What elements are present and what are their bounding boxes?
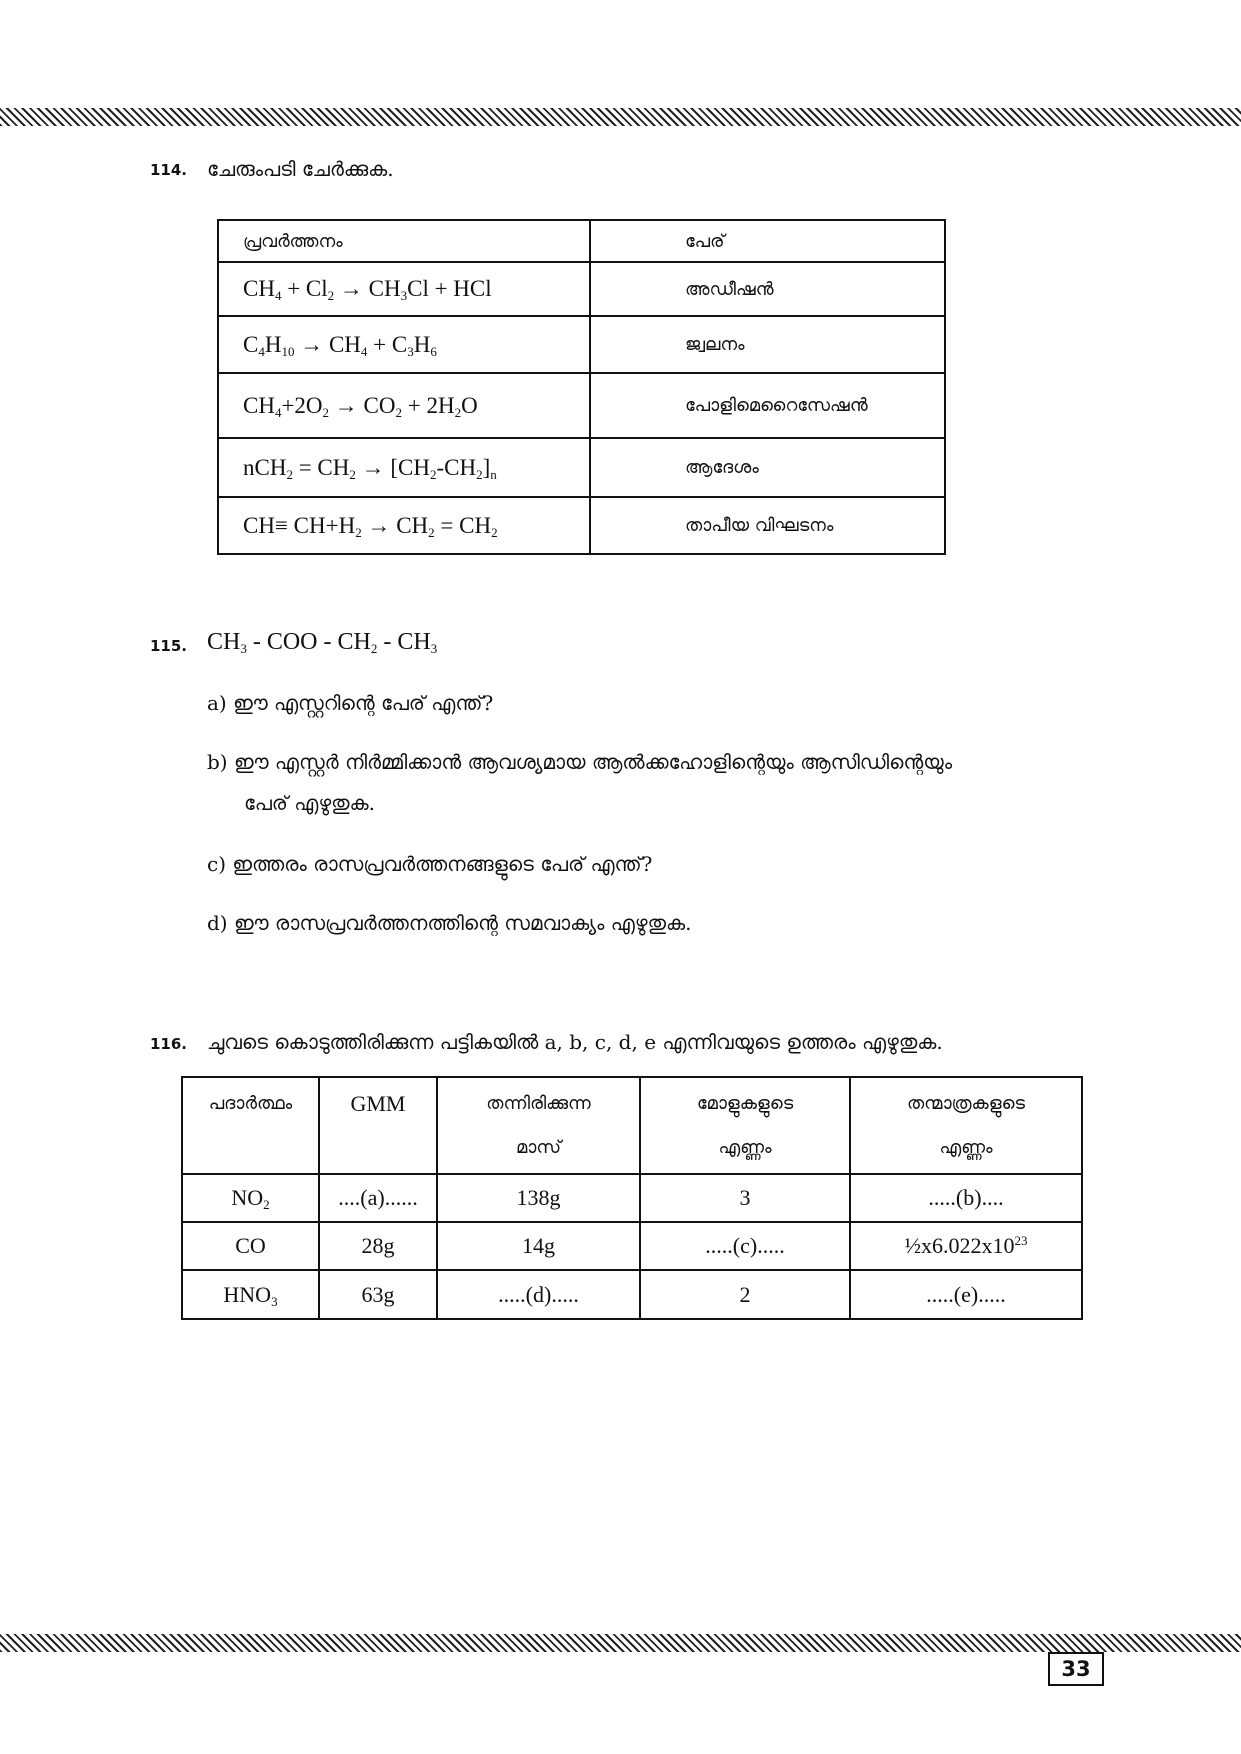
reaction-cell: $C_4H_{10} \to CH_4 + C_3H_6$ bbox=[218, 316, 590, 373]
table-row bbox=[218, 262, 945, 316]
gmm-cell: 28g bbox=[319, 1222, 437, 1270]
name-cell: ആദേശം bbox=[590, 438, 945, 497]
question-115-d: d) ഈ രാസപ്രവർത്തനത്തിന്റെ സമവാക്യം എഴുതുക. bbox=[207, 911, 692, 935]
reaction-cell: $CH\equiv CH+H_2 \to CH_2 = CH_2$ bbox=[218, 497, 590, 554]
header-given-mass: തന്നിരിക്കുന്ന മാസ് bbox=[437, 1077, 640, 1174]
table-row bbox=[182, 1270, 1082, 1319]
reaction-cell: $CH_4 + Cl_2 \to CH_3Cl$ + HCl bbox=[218, 262, 590, 316]
gmm-cell: ....(a)...... bbox=[319, 1174, 437, 1222]
name-cell: താപീയ വിഘടനം bbox=[590, 497, 945, 554]
question-115-a: a) ഈ എസ്റ്ററിന്റെ പേര് എന്ത്? bbox=[207, 691, 494, 715]
molecules-cell: $\frac{1}{2}x6.022x10^{23}$ bbox=[850, 1222, 1082, 1270]
reaction-cell: $CH_4+2O_2 \to CO_2 + 2H_2O$ bbox=[218, 373, 590, 438]
header-substance: പദാർത്ഥം bbox=[182, 1077, 319, 1174]
page-number: 33 bbox=[1048, 1652, 1104, 1686]
match-table-header bbox=[218, 220, 945, 262]
substance-cell: $HNO_3$ bbox=[182, 1270, 319, 1319]
moles-cell: .....(c)..... bbox=[640, 1222, 850, 1270]
mass-cell: .....(d)..... bbox=[437, 1270, 640, 1319]
molecules-cell: .....(b).... bbox=[850, 1174, 1082, 1222]
moles-cell: 2 bbox=[640, 1270, 850, 1319]
question-116-number: 116. bbox=[150, 1035, 188, 1053]
question-115-b-line1: b) ഈ എസ്റ്റർ നിർമ്മിക്കാൻ ആവശ്യമായ ആൽക്കഹോളിന്റെയും ആസിഡിന്റെയും bbox=[207, 750, 953, 774]
molecules-cell: .....(e)..... bbox=[850, 1270, 1082, 1319]
table-row bbox=[182, 1222, 1082, 1270]
mass-cell: 138g bbox=[437, 1174, 640, 1222]
name-cell: പോളിമെറൈസേഷൻ bbox=[590, 373, 945, 438]
match-table bbox=[217, 219, 946, 555]
question-115-c: c) ഇത്തരം രാസപ്രവർത്തനങ്ങളുടെ പേര് എന്ത്? bbox=[207, 852, 653, 876]
table-row bbox=[182, 1174, 1082, 1222]
table-row bbox=[218, 316, 945, 373]
question-115-b-line2: പേര് എഴുതുക. bbox=[244, 791, 375, 815]
question-114-instruction: ചേരുംപടി ചേർക്കുക. bbox=[207, 157, 394, 181]
table-row bbox=[218, 438, 945, 497]
header-number-of-moles: മോളുകളുടെ എണ്ണം bbox=[640, 1077, 850, 1174]
name-cell: ജ്വലനം bbox=[590, 316, 945, 373]
table-row bbox=[218, 497, 945, 554]
mole-table-header bbox=[182, 1077, 1082, 1174]
gmm-cell: 63g bbox=[319, 1270, 437, 1319]
header-reaction: പ്രവർത്തനം bbox=[218, 220, 590, 262]
question-114-number: 114. bbox=[150, 161, 188, 179]
reaction-cell: $nCH_2 = CH_2 \to [CH_2-CH_2]_n$ bbox=[218, 438, 590, 497]
name-cell: അഡീഷൻ bbox=[590, 262, 945, 316]
top-decorative-stripe bbox=[0, 108, 1241, 126]
substance-cell: $NO_2$ bbox=[182, 1174, 319, 1222]
substance-cell: CO bbox=[182, 1222, 319, 1270]
header-gmm: GMM bbox=[319, 1077, 437, 1174]
table-row bbox=[218, 373, 945, 438]
bottom-decorative-stripe bbox=[0, 1634, 1241, 1652]
mass-cell: 14g bbox=[437, 1222, 640, 1270]
header-number-of-molecules: തന്മാത്രകളുടെ എണ്ണം bbox=[850, 1077, 1082, 1174]
mole-table bbox=[181, 1076, 1083, 1320]
moles-cell: 3 bbox=[640, 1174, 850, 1222]
question-116-instruction: ചുവടെ കൊടുത്തിരിക്കുന്ന പട്ടികയിൽ a, b, c, d, e എന്നിവയുടെ ഉത്തരം എഴുതുക. bbox=[207, 1030, 943, 1054]
header-name: പേര് bbox=[590, 220, 945, 262]
question-115-number: 115. bbox=[150, 637, 188, 655]
ester-formula: $CH_3$ - COO - $CH_2 - CH_3$ bbox=[207, 629, 438, 656]
